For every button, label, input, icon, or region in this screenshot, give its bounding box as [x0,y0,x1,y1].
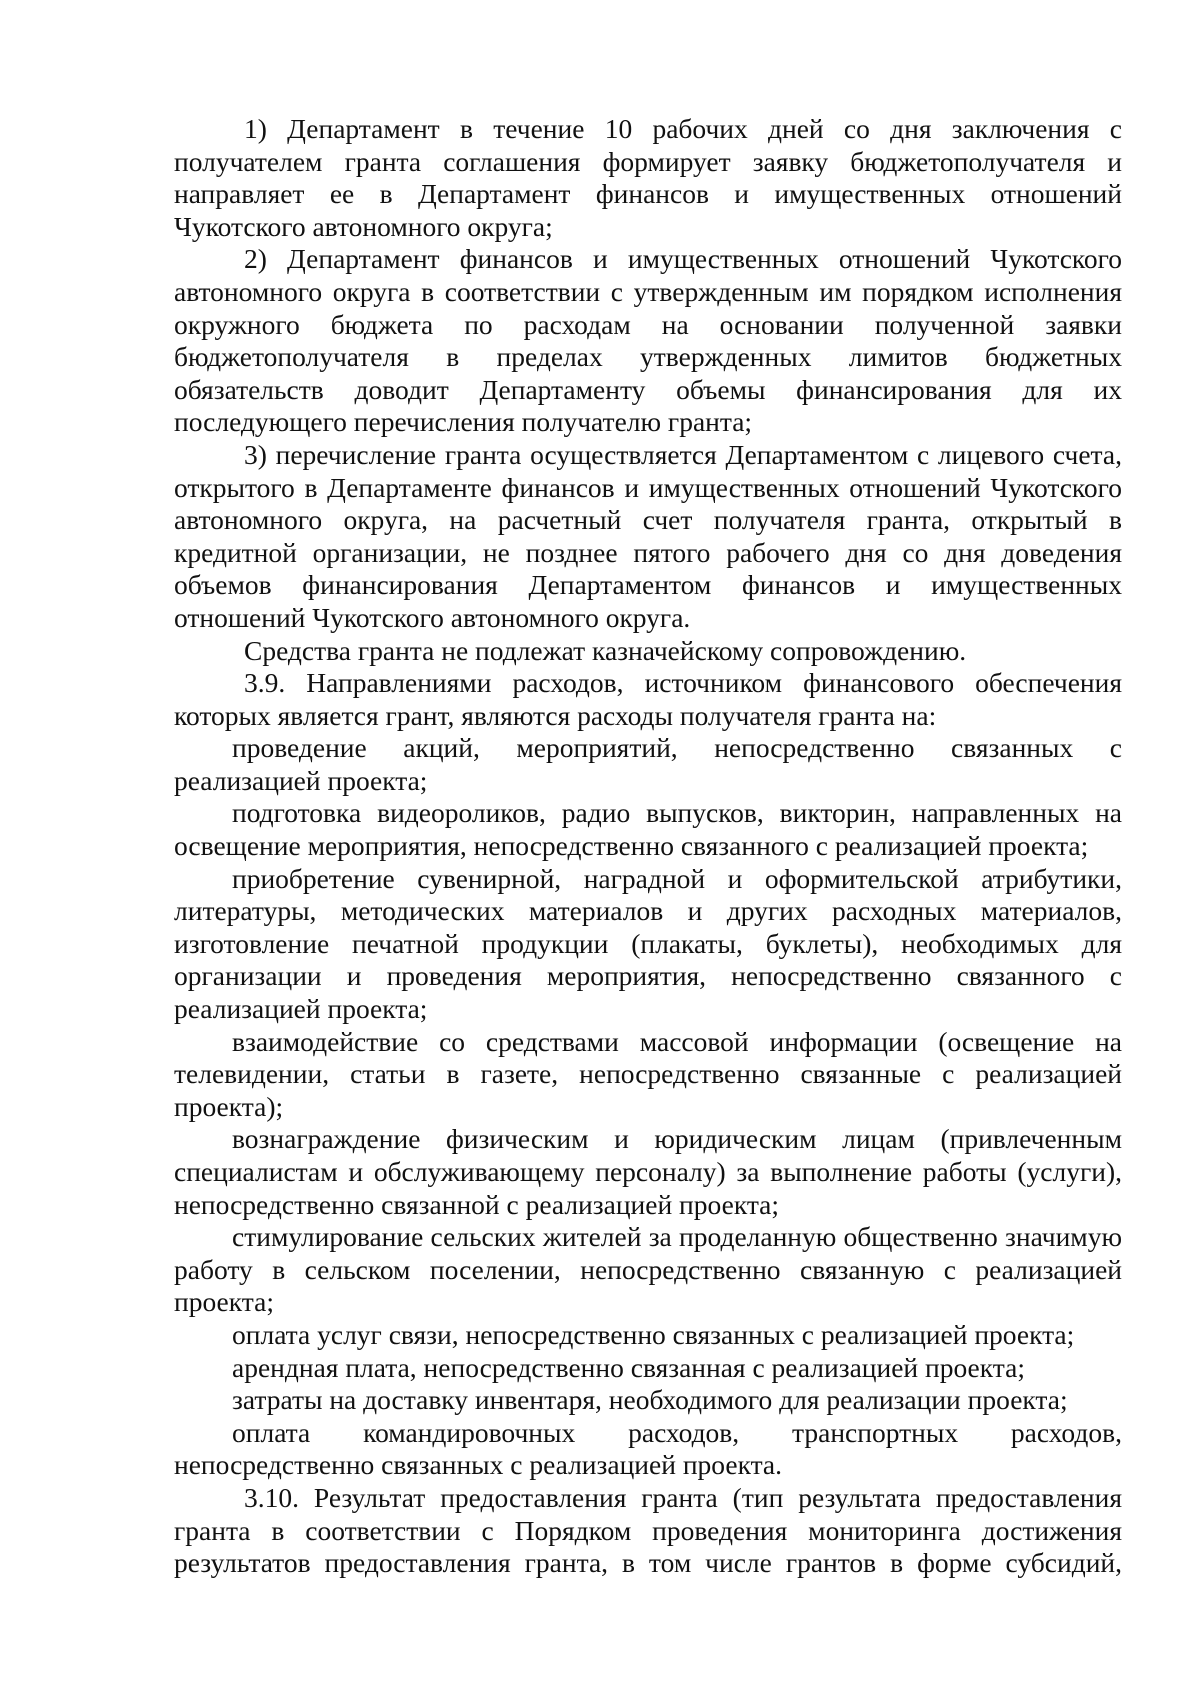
paragraph-section-3-10: 3.10. Результат предоставления гранта (тип результата предоставления гранта в соответствии с Порядком проведения мониторинга достижения результатов предоставления гранта, в том числе грантов в форме субсидий, [174,1481,1122,1579]
expense-item-communication: оплата услуг связи, непосредственно связанных с реализацией проекта; [232,1318,1075,1350]
paragraph-section-3-9: 3.9. Направлениями расходов, источником финансового обеспечения которых является грант, являются расходы получателя гранта на: [174,667,1122,731]
paragraph-item-2: 2) Департамент финансов и имущественных отношений Чукотского автономного округа в соответствии с утвержденным им порядком исполнения окружного бюджета по расходам на основании полученной заявки бюджетополучателя в пределах утвержденных лимитов бюджетных обязательств доводит Департаменту объемы финансирования для их последующего перечисления получателю гранта; [174,243,1122,438]
expense-item-materials: приобретение сувенирной, наградной и оформительской атрибутики, литературы, методических материалов и других расходных материалов, изготовление печатной продукции (плакаты, буклеты), необходимых для организации и проведения мероприятия, непосредственно связанного с реализацией проекта; [174,862,1122,1025]
expense-item-rent: арендная плата, непосредственно связанная с реализацией проекта; [232,1351,1025,1383]
paragraph-treasury-note: Средства гранта не подлежат казначейскому сопровождению. [244,634,967,666]
paragraph-item-1: 1) Департамент в течение 10 рабочих дней со дня заключения с получателем гранта соглашения формирует заявку бюджетополучателя и направляет ее в Департамент финансов и имущественных отношений Чукотского автономного округа; [174,113,1122,242]
expense-item-media-content: подготовка видеороликов, радио выпусков, викторин, направленных на освещение мероприятия, непосредственно связанного с реализацией проекта; [174,797,1122,862]
expense-item-travel: оплата командировочных расходов, транспортных расходов, непосредственно связанных с реализацией проекта. [174,1416,1122,1481]
expense-item-remuneration: вознаграждение физическим и юридическим лицам (привлеченным специалистам и обслуживающему персоналу) за выполнение работы (услуги), непосредственно связанной с реализацией проекта; [174,1123,1122,1220]
expense-item-incentives: стимулирование сельских жителей за проделанную общественно значимую работу в сельском поселении, непосредственно связанную с реализацией проекта; [174,1221,1122,1318]
expense-item-delivery: затраты на доставку инвентаря, необходимого для реализации проекта; [232,1384,1068,1416]
document-body [174,113,1122,1580]
expense-item-mass-media: взаимодействие со средствами массовой информации (освещение на телевидении, статьи в газете, непосредственно связанные с реализацией проекта); [174,1025,1122,1122]
expense-item-events: проведение акций, мероприятий, непосредственно связанных с реализацией проекта; [174,732,1122,796]
paragraph-item-3: 3) перечисление гранта осуществляется Департаментом с лицевого счета, открытого в Департаменте финансов и имущественных отношений Чукотского автономного округа, на расчетный счет получателя гранта, открытый в кредитной организации, не позднее пятого рабочего дня со дня доведения объемов финансирования Департаментом финансов и имущественных отношений Чукотского автономного округа. [174,438,1122,633]
